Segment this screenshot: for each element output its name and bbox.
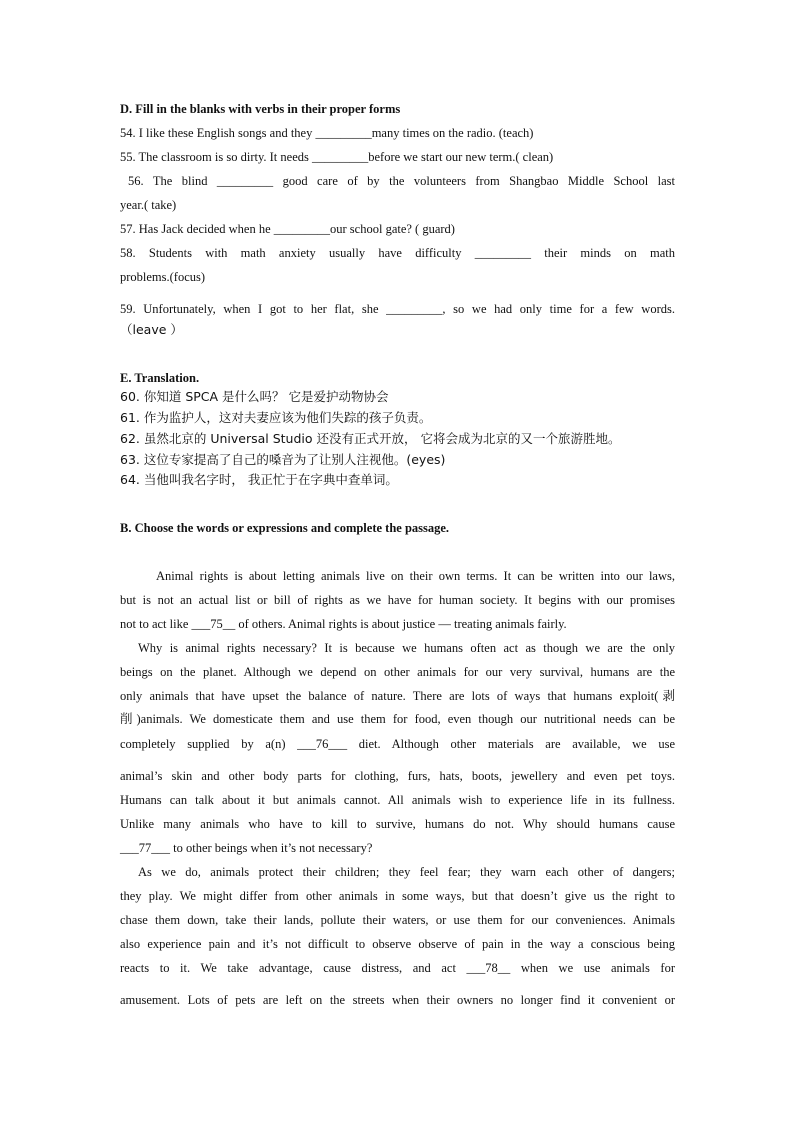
question-59-line-1: 59. Unfortunately, when I got to her flat, she _________, so we had only time for a few words. (120, 302, 675, 316)
question-55: 55. The classroom is so dirty. It needs _________before we start our new term.( clean) (120, 150, 554, 164)
passage-line: beings on the planet. Although we depend on other animals for our very survival, humans are the (120, 665, 675, 679)
passage-line: animal’s skin and other body parts for clothing, furs, hats, boots, jewellery and even pet toys. (120, 769, 675, 783)
passage-line: only animals that have upset the balance of nature. There are lots of ways that humans exploit(剥 (120, 689, 675, 703)
passage-line: also experience pain and it’s not difficult to observe observe of pain in the way a conscious being (120, 937, 675, 951)
section-e-heading: E. Translation. (120, 371, 200, 385)
passage-line: amusement. Lots of pets are left on the streets when their owners no longer find it convenient or (120, 993, 675, 1007)
passage-line: Why is animal rights necessary? It is because we humans often act as though we are the only (138, 641, 675, 655)
question-59-line-2: （leave ） (120, 322, 183, 337)
passage-line: Humans can talk about it but animals cannot. All animals wish to experience life in its fullness. (120, 793, 675, 807)
passage-line: 削)animals. We domesticate them and use them for food, even though our nutritional needs can be (120, 712, 675, 726)
question-63: 63. 这位专家提高了自己的嗓音为了让别人注视他。(eyes) (120, 452, 446, 467)
passage-line: Unlike many animals who have to kill to survive, humans do not. Why should humans cause (120, 817, 675, 831)
question-61: 61. 作为监护人，这对夫妻应该为他们失踪的孩子负责。 (120, 410, 432, 425)
section-d-heading: D. Fill in the blanks with verbs in their proper forms (120, 102, 401, 116)
passage-line: As we do, animals protect their children; they feel fear; they warn each other of dangers; (138, 865, 675, 879)
question-60: 60. 你知道 SPCA 是什么吗？ 它是爱护动物协会 (120, 389, 389, 404)
passage-line: reacts to it. We take advantage, cause distress, and act ___78__ when we use animals for (120, 961, 675, 975)
question-56-line-2: year.( take) (120, 198, 177, 212)
passage-line: chase them down, take their lands, pollute their waters, or use them for our conveniences. Animals (120, 913, 675, 927)
passage-line: ___77___ to other beings when it’s not necessary? (120, 841, 373, 855)
question-56-line-1: 56. The blind _________ good care of by the volunteers from Shangbao Middle School last (128, 174, 675, 188)
section-b-heading: B. Choose the words or expressions and complete the passage. (120, 521, 450, 535)
question-54: 54. I like these English songs and they _________many times on the radio. (teach) (120, 126, 534, 140)
passage-line: not to act like ___75__ of others. Animal rights is about justice — treating animals fairly. (120, 617, 567, 631)
passage-line: but is not an actual list or bill of rights as we have for human society. It begins with our promises (120, 593, 675, 607)
question-58-line-2: problems.(focus) (120, 270, 206, 284)
passage-line: they play. We might differ from other animals in some ways, but that doesn’t give us the right to (120, 889, 675, 903)
question-58-line-1: 58. Students with math anxiety usually have difficulty _________ their minds on math (120, 246, 675, 260)
question-64: 64. 当他叫我名字时， 我正忙于在字典中查单词。 (120, 472, 398, 487)
passage-line: completely supplied by a(n) ___76___ diet. Although other materials are available, we use (120, 737, 675, 751)
question-57: 57. Has Jack decided when he _________our school gate? ( guard) (120, 222, 455, 236)
question-62: 62. 虽然北京的 Universal Studio 还没有正式开放， 它将会成为北京的又一个旅游胜地。 (120, 431, 621, 446)
passage-line: Animal rights is about letting animals live on their own terms. It can be written into our laws, (156, 569, 675, 583)
